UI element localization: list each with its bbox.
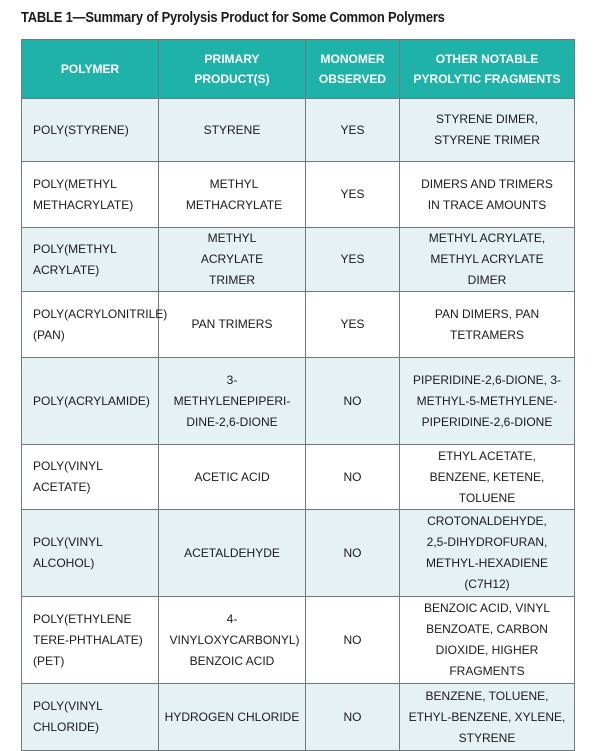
table-row bbox=[22, 358, 575, 445]
primary-product-cell: HYDROGEN CHLORIDE bbox=[159, 684, 306, 751]
table-row bbox=[22, 292, 575, 358]
polymer-cell: POLY(ACRYLAMIDE) bbox=[22, 358, 159, 445]
polymer-cell: POLY(METHYL METHACRYLATE) bbox=[22, 162, 159, 228]
monomer-observed-cell: YES bbox=[306, 162, 400, 228]
fragments-cell: ETHYL ACETATE, BENZENE, KETENE, TOLUENE bbox=[400, 445, 575, 510]
polymer-cell: POLY(VINYL ACETATE) bbox=[22, 445, 159, 510]
table-row bbox=[22, 228, 575, 292]
table-row bbox=[22, 684, 575, 751]
table-row bbox=[22, 510, 575, 597]
table-row bbox=[22, 99, 575, 162]
polymer-cell: POLY(ETHYLENE TERE-PHTHALATE) (PET) bbox=[22, 597, 159, 684]
fragments-cell: CROTONALDEHYDE, 2,5-DIHYDROFURAN, METHYL-HEXADIENE (C7H12) bbox=[400, 510, 575, 597]
primary-product-cell: METHYL METHACRYLATE bbox=[159, 162, 306, 228]
primary-product-cell: ACETALDEHYDE bbox=[159, 510, 306, 597]
header-row bbox=[22, 40, 575, 99]
fragments-cell: PIPERIDINE-2,6-DIONE, 3-METHYL-5-METHYLENE-PIPERIDINE-2,6-DIONE bbox=[400, 358, 575, 445]
primary-product-cell: 3-METHYLENEPIPERI-DINE-2,6-DIONE bbox=[159, 358, 306, 445]
pyrolysis-table bbox=[21, 39, 575, 751]
fragments-cell: METHYL ACRYLATE, METHYL ACRYLATE DIMER bbox=[400, 228, 575, 292]
header-monomer-observed: MONOMER OBSERVED bbox=[306, 40, 400, 99]
polymer-cell: POLY(METHYL ACRYLATE) bbox=[22, 228, 159, 292]
table-row bbox=[22, 445, 575, 510]
monomer-observed-cell: YES bbox=[306, 99, 400, 162]
fragments-cell: BENZOIC ACID, VINYL BENZOATE, CARBON DIOXIDE, HIGHER FRAGMENTS bbox=[400, 597, 575, 684]
monomer-observed-cell: NO bbox=[306, 684, 400, 751]
fragments-cell: BENZENE, TOLUENE, ETHYL-BENZENE, XYLENE, STYRENE bbox=[400, 684, 575, 751]
primary-product-cell: ACETIC ACID bbox=[159, 445, 306, 510]
polymer-cell: POLY(ACRYLONITRILE) (PAN) bbox=[22, 292, 159, 358]
primary-product-cell: STYRENE bbox=[159, 99, 306, 162]
polymer-cell: POLY(STYRENE) bbox=[22, 99, 159, 162]
primary-product-cell: PAN TRIMERS bbox=[159, 292, 306, 358]
fragments-cell: STYRENE DIMER, STYRENE TRIMER bbox=[400, 99, 575, 162]
monomer-observed-cell: NO bbox=[306, 597, 400, 684]
monomer-observed-cell: NO bbox=[306, 510, 400, 597]
table-row bbox=[22, 597, 575, 684]
monomer-observed-cell: NO bbox=[306, 445, 400, 510]
monomer-observed-cell: NO bbox=[306, 358, 400, 445]
header-polymer: POLYMER bbox=[22, 40, 159, 99]
monomer-observed-cell: YES bbox=[306, 292, 400, 358]
header-primary-products: PRIMARY PRODUCT(S) bbox=[159, 40, 306, 99]
polymer-cell: POLY(VINYL ALCOHOL) bbox=[22, 510, 159, 597]
fragments-cell: DIMERS AND TRIMERS IN TRACE AMOUNTS bbox=[400, 162, 575, 228]
fragments-cell: PAN DIMERS, PAN TETRAMERS bbox=[400, 292, 575, 358]
primary-product-cell: METHYL ACRYLATE TRIMER bbox=[159, 228, 306, 292]
monomer-observed-cell: YES bbox=[306, 228, 400, 292]
header-other-fragments: OTHER NOTABLE PYROLYTIC FRAGMENTS bbox=[400, 40, 575, 99]
primary-product-cell: 4-VINYLOXYCARBONYL) BENZOIC ACID bbox=[159, 597, 306, 684]
table-title: TABLE 1—Summary of Pyrolysis Product for Some Common Polymers bbox=[21, 9, 445, 26]
table-row bbox=[22, 162, 575, 228]
polymer-cell: POLY(VINYL CHLORIDE) bbox=[22, 684, 159, 751]
